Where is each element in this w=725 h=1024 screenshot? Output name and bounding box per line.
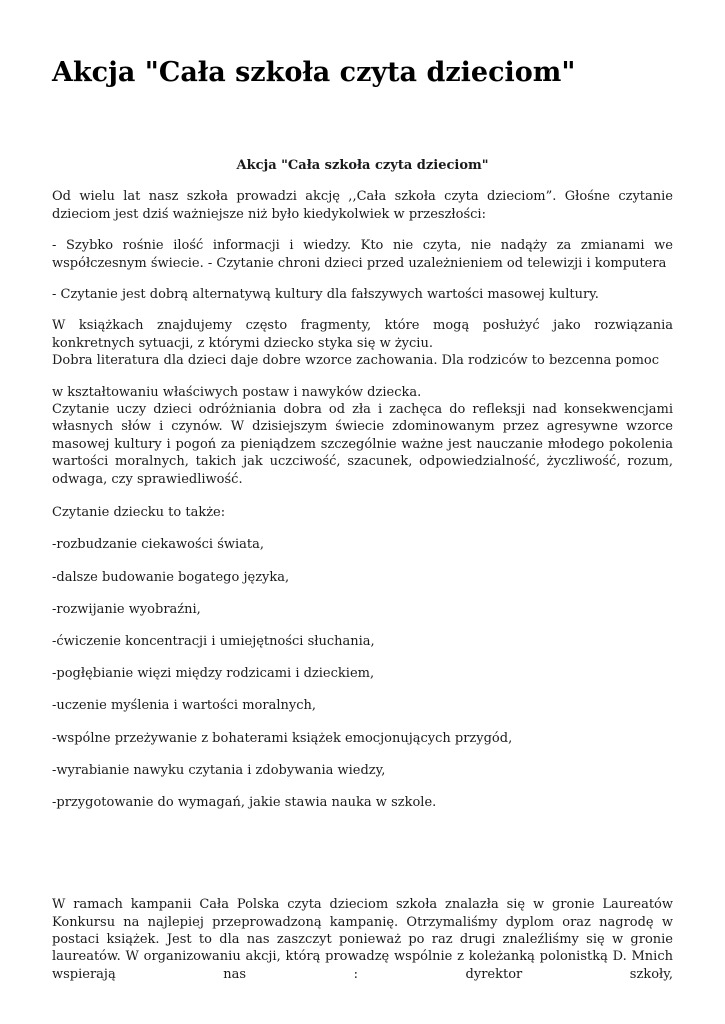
paragraph-alternative: - Czytanie jest dobrą alternatywą kultury dla fałszywych wartości masowej kultury.	[52, 287, 599, 303]
list-item: -rozbudzanie ciekawości świata,	[52, 537, 265, 553]
paragraph-intro: Od wielu lat nasz szkoła prowadzi akcję ,,Cała szkoła czyta dzieciom”. Głośne czytanie dzieciom jest dziś ważniejsze niż było kiedykolwiek w przeszłości:	[52, 189, 673, 222]
list-intro: Czytanie dziecku to także:	[52, 505, 226, 521]
list-item: -dalsze budowanie bogatego języka,	[52, 569, 290, 585]
page-title: Akcja "Cała szkoła czyta dzieciom"	[52, 57, 576, 88]
list-item: -wspólne przeżywanie z bohaterami książek emocjonujących przygód,	[52, 730, 513, 746]
article-subtitle: Akcja "Cała szkoła czyta dzieciom"	[236, 158, 489, 173]
paragraph-closing: W ramach kampanii Cała Polska czyta dzieciom szkoła znalazła się w gronie Laureatów Konkursu na najlepiej przeprowadzoną kampanię. Otrzymaliśmy dyplom oraz nagrodę w postaci książek. Jest to dla nas zaszczyt ponieważ po raz drugi znaleźliśmy się w gronie laureatów. W organizowaniu akcji, którą prowadzę wspólnie z koleżanką polonistką D. Mnich wspierają nas : dyrektor szkoły,	[52, 897, 673, 982]
list-item: -przygotowanie do wymagań, jakie stawia nauka w szkole.	[52, 794, 437, 810]
paragraph-values: Czytanie uczy dzieci odróżniania dobra od zła i zachęca do refleksji nad konsekwencjami własnych słów i czynów. W dzisiejszym świecie zdominowanym przez agresywne wzorce masowej kultury i pogoń za pieniądzem szczególnie ważne jest nauczanie młodego pokolenia wartości moralnych, takich jak uczciwość, szacunek, odpowiedzialność, życzliwość, rozum, odwaga, czy sprawiedliwość.	[52, 402, 673, 487]
list-item: -wyrabianie nawyku czytania i zdobywania wiedzy,	[52, 762, 386, 778]
spacer	[52, 826, 673, 896]
list-item: -pogłębianie więzi między rodzicami i dzieckiem,	[52, 666, 375, 682]
paragraph-literature: Dobra literatura dla dzieci daje dobre wzorce zachowania. Dla rodziców to bezcenna pomoc	[52, 353, 660, 369]
list-item: -uczenie myślenia i wartości moralnych,	[52, 698, 317, 714]
article-body	[52, 157, 673, 983]
paragraph-books: W książkach znajdujemy często fragmenty, które mogą posłużyć jako rozwiązania konkretnych sytuacji, z którymi dziecko styka się w życiu.	[52, 318, 673, 351]
paragraph-attitudes: w kształtowaniu właściwych postaw i nawyków dziecka.	[52, 384, 422, 400]
list-item: -ćwiczenie koncentracji i umiejętności słuchania,	[52, 633, 375, 649]
benefits-list	[52, 536, 673, 811]
paragraph-information: - Szybko rośnie ilość informacji i wiedzy. Kto nie czyta, nie nadąży za zmianami we współczesnym świecie. - Czytanie chroni dzieci przed uzależnieniem od telewizji i komputera	[52, 238, 673, 271]
list-item: -rozwijanie wyobraźni,	[52, 601, 201, 617]
